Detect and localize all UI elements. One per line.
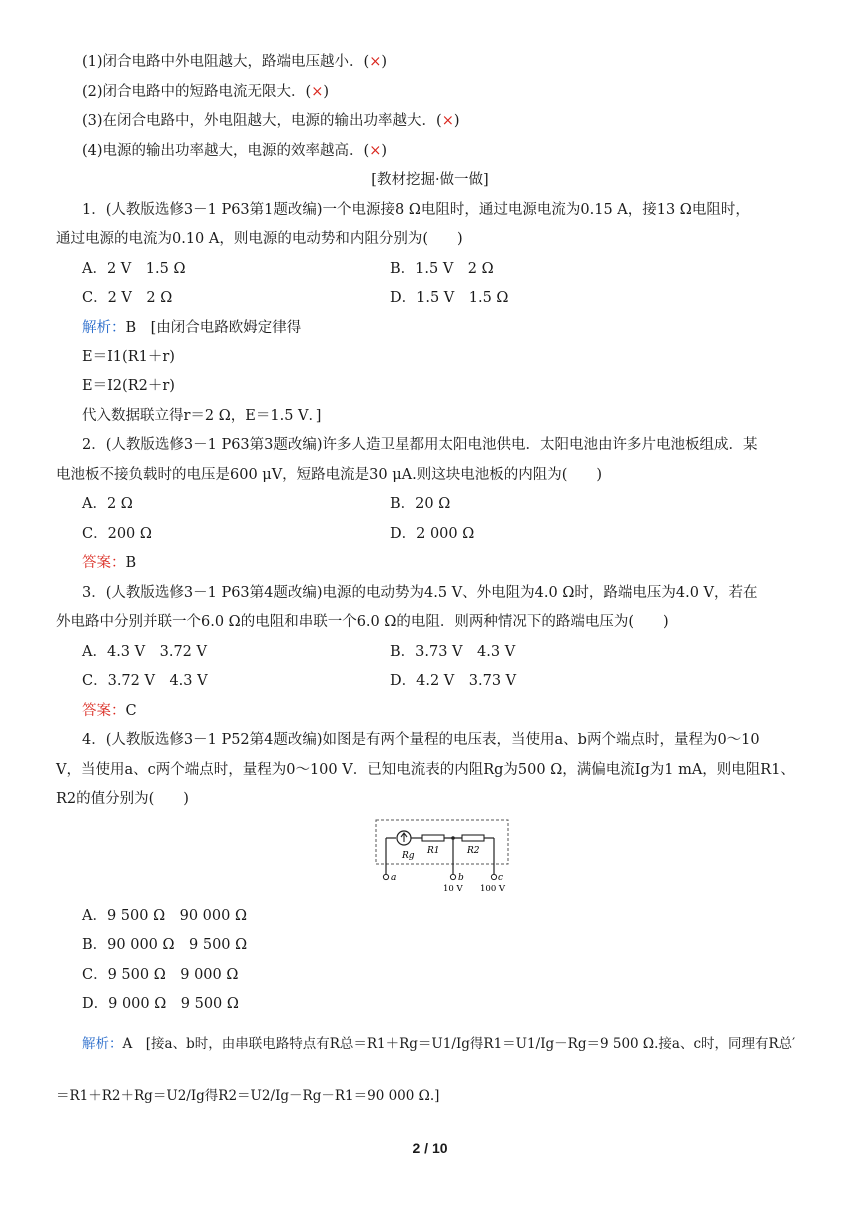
- label-b: b: [458, 873, 464, 883]
- answer-label: 答案：: [82, 555, 126, 571]
- q1-eq1: E＝I1(R1＋r): [82, 349, 175, 365]
- dashed-box: [376, 820, 508, 864]
- q2-stem-line1: 2．(人教版选修3－1 P63第3题改编)许多人造卫星都用太阳电池供电．太阳电池由许多片电池板组成．某: [82, 437, 758, 453]
- q1-conclusion: 代入数据联立得r＝2 Ω，E＝1.5 V．]: [82, 408, 322, 424]
- q1-eq2: E＝I2(R2＋r): [82, 378, 175, 394]
- page-number: 2 / 10: [412, 1140, 448, 1156]
- label-100v: 100 V: [480, 884, 506, 894]
- q2-option-c: C．200 Ω: [82, 526, 152, 542]
- analysis-label: 解析：: [82, 1036, 123, 1052]
- q1-stem-line1: 1．(人教版选修3－1 P63第1题改编)一个电源接8 Ω电阻时，通过电源电流为0.15 A，接13 Ω电阻时，: [82, 202, 750, 218]
- q4-stem-line2: V，当使用a、c两个端点时，量程为0～100 V．已知电流表的内阻Rg为500 Ω，满偏电流Ig为1 mA，则电阻R1、: [56, 762, 795, 778]
- q2-answer: 答案：B: [82, 555, 137, 571]
- q2-stem-line2: 电池板不接负载时的电压是600 μV，短路电流是30 μA.则这块电池板的内阻为( ): [56, 467, 603, 483]
- wrong-mark: ×: [311, 84, 324, 100]
- judgment-4: (4)电源的输出功率越大，电源的效率越高．(×): [82, 143, 388, 159]
- label-r2: R2: [467, 846, 480, 856]
- q3-answer: 答案：C: [82, 703, 137, 719]
- q2-option-a: A．2 Ω: [82, 496, 133, 512]
- wrong-mark: ×: [369, 143, 382, 159]
- q4-analysis-line2: ＝R1＋R2＋Rg＝U2/Ig得R2＝U2/Ig－Rg－R1＝90 000 Ω.]: [56, 1088, 440, 1104]
- judgment-1: (1)闭合电路中外电阻越大，路端电压越小．(×): [82, 54, 388, 70]
- q3-option-c: C．3.72 V 4.3 V: [82, 673, 208, 689]
- terminal-b: [450, 874, 455, 879]
- section-title: [教材挖掘·做一做]: [371, 172, 489, 188]
- q4-option-b: B．90 000 Ω 9 500 Ω: [82, 937, 248, 953]
- q1-option-c: C．2 V 2 Ω: [82, 290, 173, 306]
- q4-stem-line1: 4．(人教版选修3－1 P52第4题改编)如图是有两个量程的电压表，当使用a、b两个端点时，量程为0～10: [82, 732, 760, 748]
- q1-option-a: A．2 V 1.5 Ω: [82, 261, 186, 277]
- q1-analysis: 解析：B [由闭合电路欧姆定律得: [82, 320, 302, 336]
- label-c: c: [498, 873, 504, 883]
- q2-option-d: D．2 000 Ω: [390, 526, 475, 542]
- q3-stem-line1: 3．(人教版选修3－1 P63第4题改编)电源的电动势为4.5 V、外电阻为4.0 Ω时，路端电压为4.0 V，若在: [82, 585, 758, 601]
- resistor-r2: [462, 835, 484, 841]
- q2-option-b: B．20 Ω: [390, 496, 451, 512]
- terminal-c: [491, 874, 496, 879]
- q3-option-a: A．4.3 V 3.72 V: [82, 644, 207, 660]
- q4-option-d: D．9 000 Ω 9 500 Ω: [82, 996, 239, 1012]
- q1-option-d: D．1.5 V 1.5 Ω: [390, 290, 509, 306]
- judgment-2: (2)闭合电路中的短路电流无限大．(×): [82, 84, 330, 100]
- wrong-mark: ×: [441, 113, 454, 129]
- q4-option-a: A．9 500 Ω 90 000 Ω: [82, 908, 247, 924]
- wrong-mark: ×: [369, 54, 382, 70]
- resistor-r1: [422, 835, 444, 841]
- terminal-a: [383, 874, 388, 879]
- label-a: a: [391, 873, 397, 883]
- q3-option-d: D．4.2 V 3.73 V: [390, 673, 517, 689]
- label-r1: R1: [427, 846, 440, 856]
- q4-option-c: C．9 500 Ω 9 000 Ω: [82, 967, 239, 983]
- q3-stem-line2: 外电路中分别并联一个6.0 Ω的电阻和串联一个6.0 Ω的电阻．则两种情况下的路端电压为( ): [56, 614, 669, 630]
- analysis-label: 解析：: [82, 320, 126, 336]
- label-rg: Rg: [402, 851, 415, 861]
- q3-option-b: B．3.73 V 4.3 V: [390, 644, 516, 660]
- q1-option-b: B．1.5 V 2 Ω: [390, 261, 494, 277]
- voltmeter-circuit-diagram: [372, 816, 512, 896]
- judgment-3: (3)在闭合电路中，外电阻越大，电源的输出功率越大．(×): [82, 113, 460, 129]
- answer-label: 答案：: [82, 703, 126, 719]
- q4-stem-line3: R2的值分别为( ): [56, 791, 189, 807]
- q1-stem-line2: 通过电源的电流为0.10 A，则电源的电动势和内阻分别为( ): [56, 231, 463, 247]
- label-10v: 10 V: [443, 884, 463, 894]
- q4-analysis-line1: 解析：A [接a、b时，由串联电路特点有R总＝R1＋Rg＝U1/Ig得R1＝U1/Ig－Rg＝9 500 Ω.接a、c时，同理有R总′: [82, 1036, 796, 1052]
